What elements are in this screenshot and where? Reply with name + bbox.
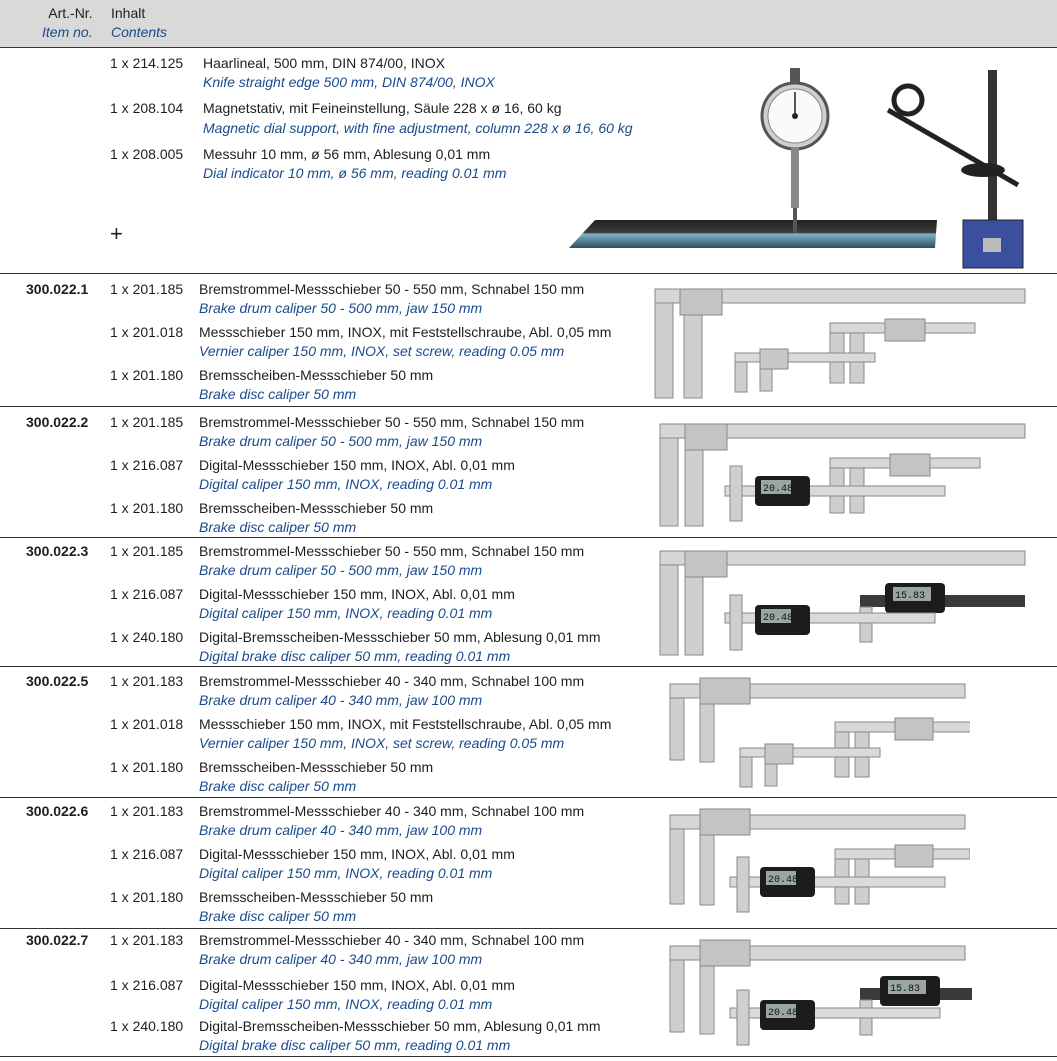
item-qty: 1 x 201.180 <box>110 759 184 775</box>
item-desc-de: Bremsscheiben-Messschieber 50 mm <box>199 759 434 775</box>
item-desc-en: Digital caliper 150 mm, INOX, reading 0.01 mm <box>199 865 493 881</box>
item-qty: 1 x 216.087 <box>110 586 184 602</box>
item-qty: 1 x 216.087 <box>110 457 184 473</box>
contents-label-en: Contents <box>111 24 168 40</box>
item-desc-en: Digital brake disc caliper 50 mm, reading 0.01 mm <box>199 648 511 664</box>
item-qty: 1 x 201.183 <box>110 803 184 819</box>
item-desc-en: Brake disc caliper 50 mm <box>199 519 357 535</box>
item-desc-en: Digital caliper 150 mm, INOX, reading 0.01 mm <box>199 996 493 1012</box>
item-desc-en: Brake drum caliper 50 - 500 mm, jaw 150 mm <box>199 300 483 316</box>
base-set-section <box>0 48 1057 274</box>
caliper-set-image <box>655 418 1030 530</box>
table-header <box>0 0 1057 48</box>
item-qty: 1 x 201.183 <box>110 673 184 689</box>
item-qty: 1 x 201.018 <box>110 324 184 340</box>
contents-label-de: Inhalt <box>111 5 146 21</box>
item-qty: 1 x 201.180 <box>110 367 184 383</box>
item-desc-en: Brake disc caliper 50 mm <box>199 908 357 924</box>
item-desc-de: Bremstrommel-Messschieber 40 - 340 mm, Schnabel 100 mm <box>199 932 585 948</box>
item-desc-de: Digital-Messschieber 150 mm, INOX, Abl. 0,01 mm <box>199 457 515 473</box>
set-section <box>0 406 1057 538</box>
item-desc-en: Brake disc caliper 50 mm <box>199 778 357 794</box>
item-desc-en: Vernier caliper 150 mm, INOX, set screw, reading 0.05 mm <box>199 343 565 359</box>
base-item-desc-de: Messuhr 10 mm, ø 56 mm, Ablesung 0,01 mm <box>203 146 491 162</box>
lcd-readout: 20.48 <box>768 1008 799 1019</box>
item-desc-en: Brake drum caliper 50 - 500 mm, jaw 150 mm <box>199 433 483 449</box>
item-desc-en: Vernier caliper 150 mm, INOX, set screw, reading 0.05 mm <box>199 735 565 751</box>
item-qty: 1 x 201.183 <box>110 932 184 948</box>
item-desc-en: Brake drum caliper 40 - 340 mm, jaw 100 mm <box>199 822 483 838</box>
lcd-readout: 20.48 <box>763 613 794 624</box>
item-desc-de: Bremsscheiben-Messschieber 50 mm <box>199 367 434 383</box>
lcd-readout: 20.48 <box>768 875 799 886</box>
item-desc-de: Digital-Messschieber 150 mm, INOX, Abl. 0,01 mm <box>199 846 515 862</box>
plus-sign: + <box>110 221 123 246</box>
contents-header <box>111 4 167 42</box>
caliper-set-image <box>665 674 970 792</box>
art-no-label-en: Item no. <box>42 24 93 40</box>
lcd-readout: 20.48 <box>763 484 794 495</box>
item-desc-en: Digital caliper 150 mm, INOX, reading 0.01 mm <box>199 605 493 621</box>
item-qty: 1 x 216.087 <box>110 846 184 862</box>
base-item-qty: 1 x 214.125 <box>110 55 184 71</box>
article-number: 300.022.7 <box>26 932 89 948</box>
set-section <box>0 928 1057 1057</box>
base-item-desc-en: Dial indicator 10 mm, ø 56 mm, reading 0.01 mm <box>203 165 507 181</box>
set-section <box>0 273 1057 407</box>
item-qty: 1 x 201.185 <box>110 414 184 430</box>
item-desc-de: Bremstrommel-Messschieber 50 - 550 mm, Schnabel 150 mm <box>199 543 585 559</box>
item-desc-de: Bremsscheiben-Messschieber 50 mm <box>199 500 434 516</box>
item-desc-de: Bremstrommel-Messschieber 40 - 340 mm, Schnabel 100 mm <box>199 803 585 819</box>
item-desc-en: Digital caliper 150 mm, INOX, reading 0.01 mm <box>199 476 493 492</box>
set-section <box>0 537 1057 667</box>
item-desc-de: Bremstrommel-Messschieber 50 - 550 mm, Schnabel 150 mm <box>199 414 585 430</box>
lcd-readout: 15.83 <box>895 591 926 602</box>
base-item-desc-de: Haarlineal, 500 mm, DIN 874/00, INOX <box>203 55 445 71</box>
item-desc-de: Messschieber 150 mm, INOX, mit Feststellschraube, Abl. 0,05 mm <box>199 716 612 732</box>
item-desc-de: Messschieber 150 mm, INOX, mit Feststellschraube, Abl. 0,05 mm <box>199 324 612 340</box>
item-qty: 1 x 201.185 <box>110 543 184 559</box>
item-desc-de: Bremsscheiben-Messschieber 50 mm <box>199 889 434 905</box>
set-section <box>0 797 1057 929</box>
item-desc-en: Brake drum caliper 40 - 340 mm, jaw 100 mm <box>199 951 483 967</box>
caliper-set-image <box>665 805 970 923</box>
caliper-set-image <box>665 936 975 1054</box>
article-number: 300.022.5 <box>26 673 89 689</box>
base-item-desc-en: Magnetic dial support, with fine adjustment, column 228 x ø 16, 60 kg <box>203 120 633 136</box>
magnetic-stand-image <box>878 70 1028 270</box>
base-item-desc-en: Knife straight edge 500 mm, DIN 874/00, INOX <box>203 74 495 90</box>
item-desc-en: Brake drum caliper 40 - 340 mm, jaw 100 mm <box>199 692 483 708</box>
article-number: 300.022.6 <box>26 803 89 819</box>
article-number: 300.022.3 <box>26 543 89 559</box>
item-desc-en: Digital brake disc caliper 50 mm, reading 0.01 mm <box>199 1037 511 1053</box>
caliper-set-image <box>655 545 1030 660</box>
base-item-desc-de: Magnetstativ, mit Feineinstellung, Säule 228 x ø 16, 60 kg <box>203 100 562 116</box>
item-qty: 1 x 201.180 <box>110 500 184 516</box>
caliper-set-image <box>650 283 1030 401</box>
article-number: 300.022.1 <box>26 281 89 297</box>
item-desc-de: Digital-Messschieber 150 mm, INOX, Abl. 0,01 mm <box>199 977 515 993</box>
item-qty: 1 x 201.180 <box>110 889 184 905</box>
item-desc-de: Digital-Messschieber 150 mm, INOX, Abl. 0,01 mm <box>199 586 515 602</box>
art-no-header <box>42 4 93 42</box>
set-section <box>0 666 1057 798</box>
item-qty: 1 x 240.180 <box>110 629 184 645</box>
item-desc-en: Brake disc caliper 50 mm <box>199 386 357 402</box>
item-qty: 1 x 201.185 <box>110 281 184 297</box>
item-qty: 1 x 216.087 <box>110 977 184 993</box>
article-number: 300.022.2 <box>26 414 89 430</box>
item-desc-en: Brake drum caliper 50 - 500 mm, jaw 150 mm <box>199 562 483 578</box>
base-item-qty: 1 x 208.005 <box>110 146 184 162</box>
art-no-label-de: Art.-Nr. <box>48 5 93 21</box>
item-desc-de: Bremstrommel-Messschieber 50 - 550 mm, Schnabel 150 mm <box>199 281 585 297</box>
item-qty: 1 x 201.018 <box>110 716 184 732</box>
item-desc-de: Digital-Bremsscheiben-Messschieber 50 mm, Ablesung 0,01 mm <box>199 629 601 645</box>
item-qty: 1 x 240.180 <box>110 1018 184 1034</box>
dial-indicator-image <box>760 68 832 238</box>
item-desc-de: Digital-Bremsscheiben-Messschieber 50 mm, Ablesung 0,01 mm <box>199 1018 601 1034</box>
base-item-qty: 1 x 208.104 <box>110 100 184 116</box>
item-desc-de: Bremstrommel-Messschieber 40 - 340 mm, Schnabel 100 mm <box>199 673 585 689</box>
lcd-readout: 15.83 <box>890 984 921 995</box>
